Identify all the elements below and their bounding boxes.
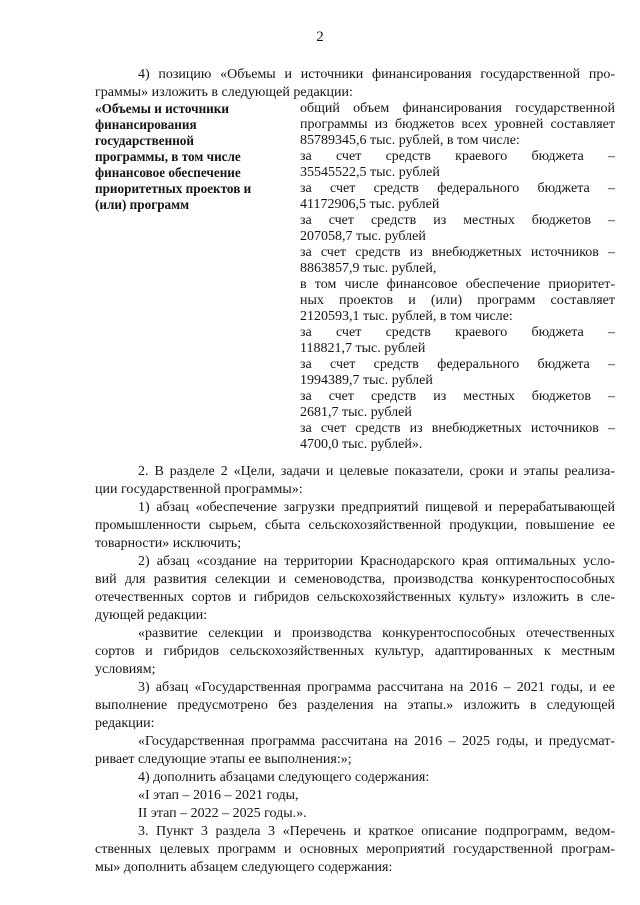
table-value-line: за счет средств из внебюджетных источников – xyxy=(300,245,615,260)
body-line: мы» дополнить абзацем следующего содержания: xyxy=(95,860,393,875)
table-value-line: за счет средств из внебюджетных источников – xyxy=(300,421,615,436)
body-line: сортов и гибридов сельскохозяйственных культур, адаптированных к местным xyxy=(95,644,615,659)
table-value-line: за счет средств федерального бюджета – xyxy=(300,181,615,196)
body-line: ривает следующие этапы ее выполнения:»; xyxy=(95,752,352,767)
table-value-line: за счет средств краевого бюджета – xyxy=(300,325,615,340)
body-line: ции государственной программы»: xyxy=(95,482,303,497)
intro-line: граммы» изложить в следующей редакции: xyxy=(95,85,353,100)
table-value-line: за счет средств из местных бюджетов – xyxy=(300,389,615,404)
body-line: выполнение предусмотрено без разделения на этапы.» изложить в следующей xyxy=(95,698,615,713)
table-value-line: в том числе финансовое обеспечение приоритет- xyxy=(300,277,615,292)
body-line: 1) абзац «обеспечение загрузки предприятий пищевой и перерабатывающей xyxy=(138,500,615,515)
body-line: II этап – 2022 – 2025 годы.». xyxy=(138,806,307,821)
body-line: «Государственная программа рассчитана на 2016 – 2025 годы, и предусмат- xyxy=(138,734,615,749)
body-line: товарности» исключить; xyxy=(95,536,242,551)
table-value-line: общий объем финансирования государственной xyxy=(300,101,615,116)
body-line: 2. В разделе 2 «Цели, задачи и целевые показатели, сроки и этапы реализа- xyxy=(138,464,615,479)
table-value-line: ных проектов и (или) программ составляет xyxy=(300,293,615,308)
table-label-line: (или) программ xyxy=(95,197,190,212)
body-line: отечественных сортов и гибридов сельскохозяйственных культу» изложить в сле- xyxy=(95,590,615,605)
table-label-line: программы, в том числе xyxy=(95,149,241,164)
intro-line: 4) позицию «Объемы и источники финансирования государственной про- xyxy=(138,67,615,82)
table-value-line: 1994389,7 тыс. рублей xyxy=(300,373,433,388)
table-value-line: 207058,7 тыс. рублей xyxy=(300,229,426,244)
body-line: 4) дополнить абзацами следующего содержания: xyxy=(138,770,430,785)
table-value-line: 118821,7 тыс. рублей xyxy=(300,341,426,356)
table-label-line: «Объемы и источники xyxy=(95,101,229,116)
body-line: редакции: xyxy=(95,716,155,731)
table-value-line: 35545522,5 тыс. рублей xyxy=(300,165,440,180)
table-value-line: за счет средств из местных бюджетов – xyxy=(300,213,615,228)
body-line: ственных целевых программ и основных мероприятий государственной програм- xyxy=(95,842,615,857)
table-label-line: финансовое обеспечение xyxy=(95,165,241,180)
page-number: 2 xyxy=(316,29,324,45)
table-value-line: 4700,0 тыс. рублей». xyxy=(300,437,423,452)
body-line: 3. Пункт 3 раздела 3 «Перечень и краткое описание подпрограмм, ведом- xyxy=(138,824,615,839)
body-line: вий для развития селекции и семеноводства, производства конкурентоспособных xyxy=(95,572,615,587)
table-value-line: программы из бюджетов всех уровней составляет xyxy=(300,117,615,132)
table-value-line: за счет средств федерального бюджета – xyxy=(300,357,615,372)
table-value-line: 8863857,9 тыс. рублей, xyxy=(300,261,437,276)
table-label-line: государственной xyxy=(95,133,194,148)
body-line: 3) абзац «Государственная программа рассчитана на 2016 – 2021 годы, и ее xyxy=(138,680,615,695)
body-line: промышленности сырьем, сбыта сельскохозяйственной продукции, повышение ее xyxy=(95,518,615,533)
body-line: «I этап – 2016 – 2021 годы, xyxy=(138,788,299,803)
table-value-line: 85789345,6 тыс. рублей, в том числе: xyxy=(300,133,520,148)
table-value-line: 2681,7 тыс. рублей xyxy=(300,405,412,420)
table-value-line: 41172906,5 тыс. рублей xyxy=(300,197,440,212)
body-line: «развитие селекции и производства конкурентоспособных отечественных xyxy=(138,626,615,641)
body-line: условиям; xyxy=(95,662,156,677)
body-line: дующей редакции: xyxy=(95,608,208,623)
table-value-line: 2120593,1 тыс. рублей, в том числе: xyxy=(300,309,513,324)
body-line: 2) абзац «создание на территории Краснодарского края оптимальных усло- xyxy=(138,554,615,569)
table-label-line: приоритетных проектов и xyxy=(95,181,252,196)
table-value-line: за счет средств краевого бюджета – xyxy=(300,149,615,164)
table-label-line: финансирования xyxy=(95,117,197,132)
